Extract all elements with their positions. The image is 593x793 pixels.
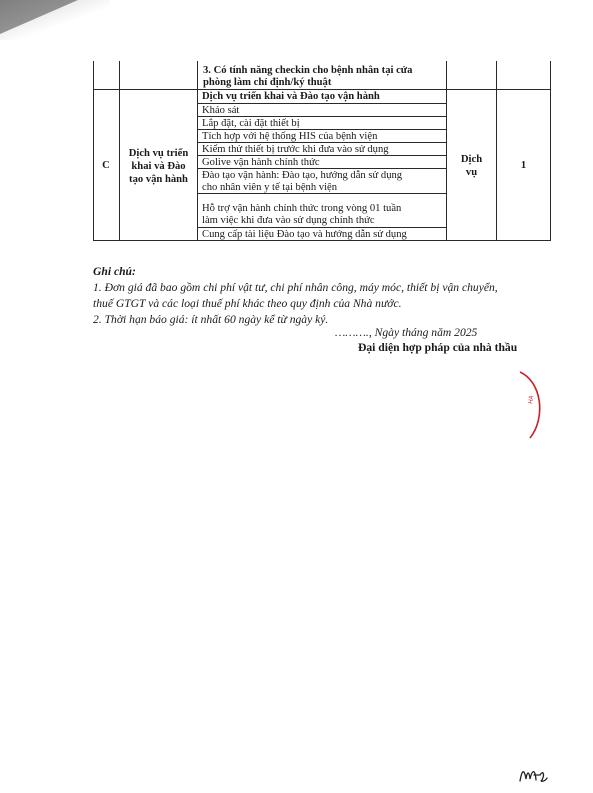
table-border-left [93, 61, 94, 241]
handwritten-initials [518, 764, 548, 784]
red-stamp-mark [516, 370, 556, 440]
scan-corner-shadow [0, 0, 110, 40]
note-line-1: 1. Đơn giá đã bao gồm chi phí vật tư, chi phí nhân công, máy móc, thiết bị vận chuyển, [93, 281, 498, 294]
col-divider-unit [496, 61, 497, 241]
unit-line-2: vụ [465, 167, 478, 178]
list-item: Hỗ trợ vận hành chính thức trong vòng 01 tuần [202, 203, 402, 214]
prev-row-line-1: 3. Có tính năng checkin cho bệnh nhân tại cửa [203, 65, 413, 76]
list-item-cont: cho nhân viên y tế tại bệnh viện [202, 182, 338, 193]
list-item-cont: làm việc khi đưa vào sử dụng chính thức [202, 215, 375, 226]
category-line-1: Dịch vụ triển [128, 148, 189, 159]
signature-title: Đại diện hợp pháp của nhà thầu [358, 341, 518, 354]
list-item: Khảo sát [202, 105, 240, 116]
category-line-3: tạo vận hành [129, 174, 188, 185]
note-line-2: thuế GTGT và các loại thuế phí khác theo quy định của Nhà nước. [93, 297, 402, 310]
prev-row-line-2: phòng làm chỉ định/ký thuật [203, 77, 332, 88]
table-border-right [550, 61, 551, 241]
list-item: Golive vận hành chính thức [202, 157, 320, 168]
col-divider-content [446, 61, 447, 241]
notes-section [93, 264, 553, 328]
list-item: Đào tạo vận hành: Đào tạo, hướng dẫn sử dụng [202, 170, 403, 181]
section-header-item: Dịch vụ triển khai và Đào tạo vận hành [202, 91, 380, 102]
list-item: Tích hợp với hệ thống HIS của bệnh viện [202, 131, 378, 142]
category-line-2: khai và Đào [131, 161, 186, 172]
col-divider-category [197, 61, 198, 241]
list-item: Kiểm thử thiết bị trước khi đưa vào sử dụng [202, 144, 389, 155]
note-line-3: 2. Thời hạn báo giá: ít nhất 60 ngày kể từ ngày ký. [93, 313, 329, 326]
row-number: C [102, 160, 110, 171]
service-table [93, 61, 551, 241]
signature-date-line: ………., Ngày tháng năm 2025 [335, 326, 478, 339]
list-item: Cung cấp tài liệu Đào tạo và hướng dẫn sử dụng [202, 229, 407, 240]
stamp-text: HÀ [528, 395, 536, 405]
quantity-value: 1 [520, 160, 527, 171]
list-item: Lắp đặt, cài đặt thiết bị [202, 118, 300, 129]
notes-heading: Ghi chú: [93, 265, 136, 278]
unit-line-1: Dịch [460, 154, 483, 165]
